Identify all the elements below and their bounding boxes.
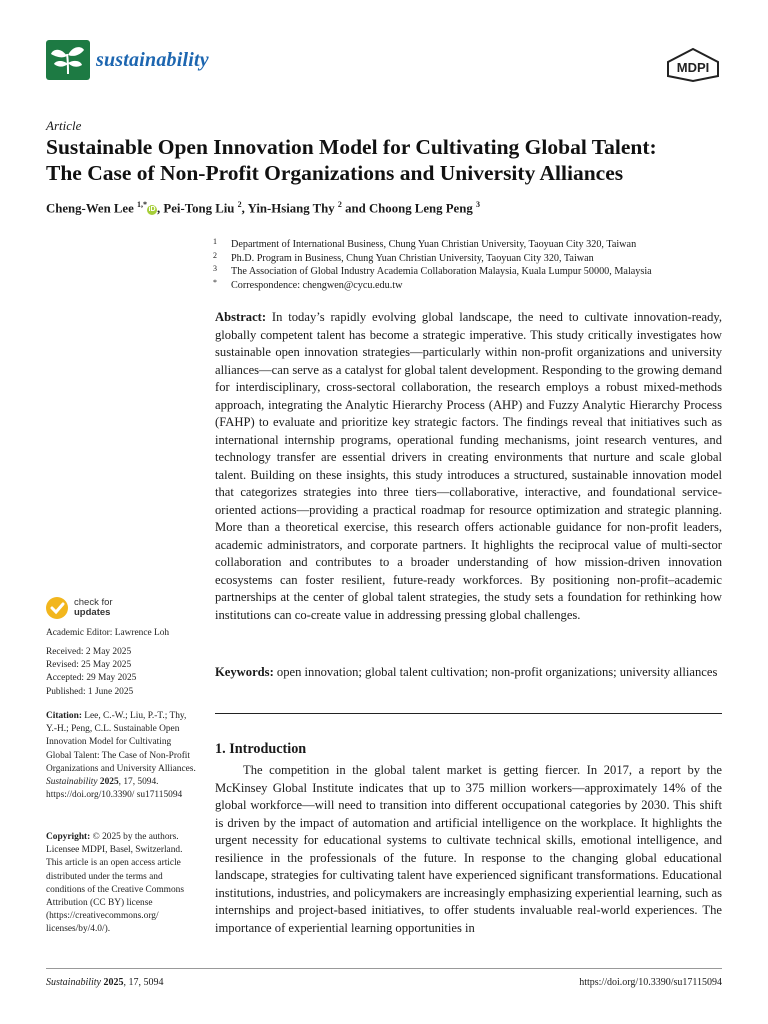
check-for-updates-icon	[46, 597, 68, 619]
affiliation-text: Ph.D. Program in Business, Chung Yuan Christian University, Taoyuan City 320, Taiwan	[231, 252, 594, 264]
affiliation-item	[213, 265, 733, 279]
affiliation-item	[213, 252, 733, 266]
footer-citation	[46, 977, 164, 988]
abstract	[215, 309, 722, 624]
citation-label: Citation:	[46, 711, 82, 721]
citation-year: 2025	[97, 777, 119, 788]
citation-journal: Sustainability	[46, 777, 98, 788]
title-line-2: The Case of Non-Profit Organizations and University Alliances	[46, 161, 624, 185]
journal-logo[interactable]	[46, 40, 209, 80]
author-affiliation-mark: 2	[337, 200, 342, 209]
correspondence-item	[213, 279, 733, 293]
keywords-text: open innovation; global talent cultivation; non-profit organizations; university alliances	[273, 665, 718, 679]
footer-divider	[46, 968, 722, 969]
author-name[interactable]: Choong Leng Peng	[368, 201, 473, 216]
abstract-text: In today’s rapidly evolving global landscape, the need to cultivate innovation-ready, globally competent talent has become a strategic imperative. This study critically investigates how sustainable open innovation strategies—particularly within non-profit organizations and university alliances—can serve as a catalyst for global talent development. Responding to the growing demand for interdisciplinary, cross-sectoral collaboration, the research employs a robust mixed-methods approach, integrating the Analytic Hierarchy Process (AHP) and Fuzzy Analytic Hierarchy Process (FAHP) to evaluate and prioritize key strategic factors. The findings reveal that initiatives such as international internship programs, operational funding mechanisms, joint research ventures, and technology transfer are essential drivers in creating environments that nurture and scale global talent. Building on these insights, this study introduces a structured, sustainable innovation model that categorizes strategies into three tiers—collaborative, interactive, and foundational service-oriented actions—providing a practical roadmap for resource optimization and strategic planning. More than a theoretical exercise, this research offers actionable guidance for non-profit leaders, academic administrators, and corporate partners. It highlights the reciprocal value of multi-sector collaboration and contributes to a broader understanding of how mission-driven innovation ecosystems can foster resilient, future-ready workforces. By positioning non-profit–academic partnerships at the center of global talent strategies, the study sets a foundation for rethinking how institutions can co-create value in addressing pressing global challenges.	[215, 310, 722, 622]
copyright-text: © 2025 by the authors. Licensee MDPI, Basel, Switzerland. This article is an open access article distributed under the terms and conditions of the Creative Commons Attribution (CC BY) license (https://creativecommons.org/ licenses/by/4.0/).	[46, 832, 185, 935]
academic-editor: Academic Editor: Lawrence Loh	[46, 628, 170, 638]
keywords-label: Keywords:	[215, 665, 274, 679]
affiliation-mark: 3	[213, 264, 217, 274]
correspondence-text[interactable]: Correspondence: chengwen@cycu.edu.tw	[231, 279, 403, 291]
affiliation-list	[213, 238, 733, 292]
date-received: Received: 2 May 2025	[46, 647, 132, 657]
copyright-block	[46, 831, 196, 937]
title-line-1: Sustainable Open Innovation Model for Cultivating Global Talent:	[46, 135, 657, 159]
publication-dates	[46, 646, 196, 699]
affiliation-text: Department of International Business, Chung Yuan Christian University, Taoyuan City 320, Taiwan	[231, 239, 637, 250]
footer-year: 2025	[101, 977, 124, 988]
citation-doi[interactable]: , 17, 5094. https://doi.org/10.3390/ su17115094	[46, 777, 183, 801]
affiliation-item	[213, 238, 733, 252]
citation-block	[46, 710, 196, 802]
author-affiliation-mark: 3	[475, 200, 480, 209]
author-name[interactable]: Pei-Tong Liu	[163, 201, 235, 216]
journal-name: sustainability	[96, 48, 209, 71]
introduction-paragraph: The competition in the global talent market is getting fiercer. In 2017, a report by the McKinsey Global Institute indicates that up to 375 million workers—approximately 14% of the global workforce—will need to transition into different occupational categories by 2030. This shift is driven by the impact of automation and artificial intelligence on the workplace. It highlights the urgent necessity for educational systems to cultivate technical skills, emotional intelligence, and resilience in the professionals of the future. In response to the changing global educational landscape, strategies for cultivating talent have experienced significant transformations. Educational institutions, industries, and policymakers are increasingly emphasizing experiential learning, such as internships and project-based initiatives, to offer students invaluable real-world experiences. The importance of experiential learning opportunities in	[215, 763, 722, 935]
author-separator: and	[345, 201, 366, 216]
article-title	[46, 134, 736, 186]
date-published: Published: 1 June 2025	[46, 686, 134, 697]
orcid-icon[interactable]: iD	[148, 206, 156, 214]
copyright-label: Copyright:	[46, 832, 91, 842]
author-affiliation-mark: 1,*	[137, 200, 148, 209]
check-for-updates-line1: check for	[74, 597, 113, 608]
abstract-label: Abstract:	[215, 310, 267, 324]
mdpi-logo[interactable]	[664, 47, 722, 83]
date-revised: Revised: 25 May 2025	[46, 660, 132, 671]
affiliation-mark: 1	[213, 237, 217, 246]
check-for-updates-label	[74, 598, 113, 618]
affiliation-mark: 2	[213, 250, 217, 260]
mdpi-logo-text: MDPI	[676, 60, 710, 75]
check-for-updates-line2: updates	[74, 607, 111, 618]
section-heading-introduction: 1. Introduction	[215, 741, 307, 757]
leaf-logo-icon	[46, 40, 90, 80]
section-divider	[215, 713, 722, 714]
date-accepted: Accepted: 29 May 2025	[46, 673, 137, 684]
affiliation-mark: *	[213, 277, 217, 287]
citation-text: Lee, C.-W.; Liu, P.-T.; Thy, Y.-H.; Peng, C.L. Sustainable Open Innovation Model for Cultivating Global Talent: The Case of Non-Profit Organizations and University Alliances.	[46, 711, 196, 774]
author-name[interactable]: Yin-Hsiang Thy	[247, 201, 335, 216]
affiliation-text: The Association of Global Industry Academia Collaboration Malaysia, Kuala Lumpur 50000, Malaysia	[231, 266, 652, 278]
author-list	[46, 200, 480, 216]
author-separator: ,	[157, 201, 161, 216]
check-for-updates-button[interactable]	[46, 597, 113, 619]
footer-journal: Sustainability	[46, 977, 101, 988]
footer-doi-link[interactable]: https://doi.org/10.3390/su17115094	[579, 977, 722, 988]
keywords	[215, 664, 722, 682]
author-affiliation-mark: 2	[237, 200, 242, 209]
author-separator: ,	[241, 201, 245, 216]
article-type: Article	[46, 118, 82, 133]
author-name[interactable]: Cheng-Wen Lee	[46, 201, 134, 216]
footer-volume: , 17, 5094	[123, 977, 164, 988]
